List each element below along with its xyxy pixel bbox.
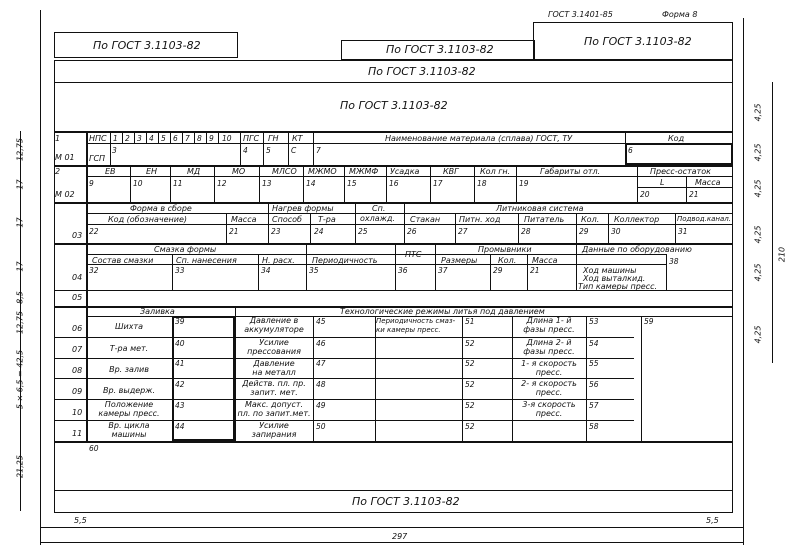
m01-d6: 6 <box>173 134 178 143</box>
grid-n46: 46 <box>316 339 326 348</box>
r03-v5 <box>404 202 405 243</box>
m02-v2 <box>170 165 171 202</box>
m02-press: Пресс-остаток <box>650 167 711 176</box>
m01-gn: ГН <box>268 134 279 143</box>
m01-d5: 5 <box>161 134 166 143</box>
grid-n51: 51 <box>465 317 475 326</box>
m02-n20: 20 <box>640 190 650 199</box>
r03-n23: 23 <box>271 227 281 236</box>
r04-massa: Масса <box>532 256 558 265</box>
m01-gsp: ГСП <box>89 154 106 163</box>
grid-n55: 55 <box>589 359 599 368</box>
m02-mzhmf: МЖМФ <box>349 167 379 176</box>
grid-n52-d: 52 <box>465 401 475 410</box>
grid-polozhenie1: Положение <box>104 400 154 409</box>
grid-n47: 47 <box>316 359 326 368</box>
ref-box-1 <box>54 32 238 58</box>
r03-n21: 21 <box>229 227 239 236</box>
r04-v8 <box>576 243 577 290</box>
r03-v8 <box>576 213 577 243</box>
m01-pgs: ПГС <box>243 134 260 143</box>
grid-n52-c: 52 <box>465 380 475 389</box>
grid-shihta: Шихта <box>114 322 144 331</box>
dim-297-line <box>40 542 744 543</box>
grid-n54: 54 <box>589 339 599 348</box>
m02-md: МД <box>187 167 201 176</box>
dim-1275: 12,75 <box>15 138 25 161</box>
m01-d10: 10 <box>222 134 232 143</box>
m02-n14: 14 <box>306 179 316 188</box>
dim-r425e: 4,25 <box>753 263 763 282</box>
dim-297: 297 <box>392 532 408 541</box>
m01-v2 <box>240 131 241 165</box>
r04-hod: Ход машины <box>583 266 637 275</box>
dim-r425f: 4,25 <box>753 325 763 344</box>
standard-number: ГОСТ 3.1401-85 <box>548 10 613 19</box>
ref-text-4: По ГОСТ 3.1103-82 <box>368 65 476 78</box>
r03-n28: 28 <box>521 227 531 236</box>
row-label-m02: М 02 <box>55 190 75 199</box>
m01-tick7 <box>194 131 195 143</box>
m01-v1 <box>110 131 111 165</box>
r03-kollektor: Коллектор <box>614 215 660 224</box>
row-label-10: 10 <box>72 408 83 417</box>
m01-v5 <box>313 131 314 165</box>
grid-n49: 49 <box>316 401 326 410</box>
m02-n10: 10 <box>133 179 143 188</box>
m02-v10 <box>516 165 517 202</box>
dim-r425a: 4,25 <box>753 103 763 122</box>
r03-nagrev: Нагрев формы <box>272 204 334 213</box>
r03-sposob: Способ <box>272 215 302 224</box>
r03-podvod: Подвод.канал. <box>677 215 731 223</box>
r04-v6 <box>490 254 491 290</box>
m02-mo: МО <box>232 167 246 176</box>
grid-sk2b: пресс. <box>535 388 563 397</box>
grid-maks1: Макс. допуст. <box>244 400 304 409</box>
grid-v4 <box>462 316 463 441</box>
m01-tick9 <box>218 131 219 143</box>
r03-pitatel: Питатель <box>524 215 565 224</box>
m02-mzhmo: МЖМО <box>308 167 337 176</box>
m01-d2: 2 <box>125 134 130 143</box>
r04-n36: 36 <box>398 266 408 275</box>
r04-v2 <box>258 254 259 290</box>
grid-n60: 60 <box>89 444 99 453</box>
r03-n24: 24 <box>314 227 324 236</box>
dim-17c: 17 <box>15 261 25 272</box>
grid-dl1b: фазы пресс. <box>523 325 575 334</box>
ref-text-5: По ГОСТ 3.1103-82 <box>340 99 448 112</box>
grid-v2 <box>313 316 314 441</box>
m02-v8 <box>430 165 431 202</box>
grid-dl2b: фазы пресс. <box>523 347 575 356</box>
grid-sk3b: пресс. <box>535 409 563 418</box>
r04-v9 <box>666 254 667 290</box>
r03-v6 <box>455 213 456 243</box>
r04-v1 <box>172 254 173 290</box>
r04-v4 <box>395 243 396 290</box>
m01-nps: НПС <box>89 134 107 143</box>
grid-n52-e: 52 <box>465 422 475 431</box>
m01-d1: 1 <box>113 134 118 143</box>
grid-n53: 53 <box>589 317 599 326</box>
m02-l: L <box>660 178 665 187</box>
dim-1275b: 12,75 <box>15 311 25 334</box>
r04-n21: 21 <box>530 266 540 275</box>
grid-usil1: Усилие <box>259 338 289 347</box>
grid-n58: 58 <box>589 422 599 431</box>
r03-stakan: Стакан <box>410 215 441 224</box>
grid-n41: 41 <box>175 359 185 368</box>
m01-tick4 <box>158 131 159 143</box>
row-label-1: 1 <box>55 134 61 143</box>
m02-massa: Масса <box>695 178 721 187</box>
grid-vrvyderzh: Вр. выдерж. <box>103 386 155 395</box>
grid-zap1: Усилие <box>259 421 289 430</box>
grid-n52-b: 52 <box>465 359 475 368</box>
m01-v4 <box>288 131 289 165</box>
m01-n3: 3 <box>112 146 117 155</box>
m02-v1 <box>130 165 131 202</box>
m02-n19: 19 <box>519 179 529 188</box>
grid-n59: 59 <box>644 317 654 326</box>
grid-n50: 50 <box>316 422 326 431</box>
grid-davm2: на металл <box>252 368 296 377</box>
line-03-mid2 <box>86 224 733 225</box>
ref-box-3 <box>533 22 733 60</box>
row-label-2: 2 <box>55 167 61 176</box>
m01-code: Код <box>668 134 685 143</box>
line-04-mid <box>86 254 666 255</box>
grid-n39: 39 <box>175 317 185 326</box>
grid-tramet: Т-ра мет. <box>109 344 149 353</box>
row-label-09: 09 <box>72 387 83 396</box>
r04-n37: 37 <box>438 266 448 275</box>
grid-vrzaliv: Вр. залив <box>109 365 149 374</box>
line-60-top <box>54 441 733 443</box>
grid-n45: 45 <box>316 317 326 326</box>
r03-n22: 22 <box>89 227 99 236</box>
r04-pts: ПТС <box>405 250 422 259</box>
r04-period: Периодичность <box>312 256 378 265</box>
grid-n52-a: 52 <box>465 339 475 348</box>
m01-n6: 6 <box>628 146 633 155</box>
r03-tra: Т-ра <box>318 215 336 224</box>
line-m02-mid <box>86 176 733 177</box>
r03-n30: 30 <box>611 227 621 236</box>
form-number: Форма 8 <box>662 10 698 19</box>
r04-v7 <box>527 254 528 290</box>
row-label-m01: М 01 <box>55 153 75 162</box>
bottom-outer-line <box>40 527 744 528</box>
grid-n44: 44 <box>175 422 185 431</box>
m01-code-field <box>625 143 733 165</box>
m01-c: С <box>291 146 297 155</box>
line-bottom-ref <box>54 490 733 491</box>
r04-hodvyt: Ход выталкид. <box>583 274 646 283</box>
grid-dl2a: Длина 2- й <box>526 338 572 347</box>
r03-n27: 27 <box>458 227 468 236</box>
grid-vrcikla1: Вр. цикла <box>108 421 150 430</box>
r03-v4 <box>355 202 356 243</box>
grid-v5 <box>512 316 513 441</box>
m01-d3: 3 <box>137 134 142 143</box>
m02-n15: 15 <box>347 179 357 188</box>
left-outer-line <box>40 10 41 545</box>
r04-n29: 29 <box>493 266 503 275</box>
r04-v3 <box>306 243 307 290</box>
r03-v2 <box>268 202 269 243</box>
m02-v11 <box>637 165 638 202</box>
grid-dl1a: Длина 1- й <box>526 316 572 325</box>
r04-n38: 38 <box>669 257 679 266</box>
r03-forma: Форма в сборе <box>130 204 192 213</box>
grid-n42: 42 <box>175 380 185 389</box>
ref-box-2 <box>341 40 535 60</box>
dim-r425c: 4,25 <box>753 179 763 198</box>
r04-nanesenie: Сп. нанесения <box>176 256 237 265</box>
m01-v3 <box>263 131 264 165</box>
dim-r425b: 4,25 <box>753 143 763 162</box>
dim-r425d: 4,25 <box>753 225 763 244</box>
m01-tick2 <box>134 131 135 143</box>
dim-right-line <box>772 82 773 363</box>
grid-v7 <box>641 316 642 441</box>
r04-n35: 35 <box>309 266 319 275</box>
r03-n31: 31 <box>678 227 688 236</box>
grid-sk1b: пресс. <box>535 368 563 377</box>
m01-n7: 7 <box>316 146 321 155</box>
r04-kol: Кол. <box>498 256 517 265</box>
m02-n11: 11 <box>173 179 183 188</box>
r05-zalivka: Заливка <box>140 307 175 316</box>
m01-tick6 <box>182 131 183 143</box>
m02-n9: 9 <box>89 179 94 188</box>
m01-tick8 <box>206 131 207 143</box>
grid-vrcikla2: машины <box>111 430 147 439</box>
r04-tip: Тип камеры пресс. <box>578 282 658 291</box>
r04-v5 <box>435 243 436 290</box>
grid-deist1: Действ. пл. пр. <box>242 379 306 388</box>
line-m01-top <box>54 131 733 133</box>
grid-sk2a: 2- я скорость <box>521 379 577 388</box>
r05-tekh: Технологические режимы литья под давлением <box>340 307 545 316</box>
grid-zap2: запирания <box>251 430 297 439</box>
grid-deist2: запит. мет. <box>250 388 298 397</box>
right-outer-line <box>743 18 744 545</box>
ref-text-2: По ГОСТ 3.1103-82 <box>386 43 494 56</box>
r04-n32: 32 <box>89 266 99 275</box>
r03-sp: Сп. <box>372 204 386 213</box>
m01-tick1 <box>122 131 123 143</box>
r04-n34: 34 <box>261 266 271 275</box>
r03-ohlazhd: охлажд. <box>360 214 395 223</box>
dim-17a: 17 <box>15 179 25 190</box>
dim-2125: 21,25 <box>15 455 25 478</box>
r03-litnik: Литниковая система <box>496 204 584 213</box>
row-label-04: 04 <box>72 273 83 282</box>
r03-kod: Код (обозначение) <box>108 215 187 224</box>
m01-n5: 5 <box>266 146 271 155</box>
row-label-05: 05 <box>72 293 83 302</box>
ref-text-bottom: По ГОСТ 3.1103-82 <box>352 495 460 508</box>
r03-pitn: Питн. ход <box>459 215 501 224</box>
grid-sk1a: 1- я скорость <box>521 359 577 368</box>
grid-dav1: Давление в <box>249 316 299 325</box>
r04-nrash: Н. расх. <box>262 256 295 265</box>
m02-kolgn: Кол гн. <box>480 167 511 176</box>
m01-d9: 9 <box>209 134 214 143</box>
r04-sostav: Состав смазки <box>92 256 154 265</box>
m02-v7 <box>386 165 387 202</box>
grid-sk3a: 3-я скорость <box>522 400 576 409</box>
grid-n48: 48 <box>316 380 326 389</box>
m02-en: ЕН <box>146 167 158 176</box>
m02-ev: ЕВ <box>105 167 116 176</box>
r03-v10 <box>675 213 676 243</box>
dim-17b: 17 <box>15 217 25 228</box>
m02-gabarity: Габариты отл. <box>540 167 601 176</box>
m02-n21: 21 <box>689 190 699 199</box>
grid-n43: 43 <box>175 401 185 410</box>
m01-tick5 <box>170 131 171 143</box>
grid-usil2: прессования <box>247 347 301 356</box>
r04-n33: 33 <box>175 266 185 275</box>
r03-n25: 25 <box>358 227 368 236</box>
ref-text-1: По ГОСТ 3.1103-82 <box>93 39 201 52</box>
m02-n12: 12 <box>217 179 227 188</box>
grid-n57: 57 <box>589 401 599 410</box>
line-03-mid <box>86 213 733 214</box>
r04-promyvniki: Промывники <box>478 245 532 254</box>
row-label-03: 03 <box>72 231 83 240</box>
m01-n4: 4 <box>243 146 248 155</box>
r03-massa: Масса <box>231 215 257 224</box>
grid-n40: 40 <box>175 339 185 348</box>
grid-polozhenie2: камеры пресс. <box>98 409 160 418</box>
m02-n16: 16 <box>389 179 399 188</box>
r03-v1 <box>226 213 227 243</box>
grid-v6 <box>586 316 587 441</box>
grid-davm1: Давление <box>253 359 295 368</box>
m02-v3 <box>214 165 215 202</box>
dim-55b: 5,5 <box>706 516 719 525</box>
r04-razmery: Размеры <box>441 256 478 265</box>
m01-tick3 <box>146 131 147 143</box>
dim-5x65: 5 × 6,5 = 42,5 <box>15 349 25 410</box>
m02-press-line <box>637 187 733 188</box>
m01-d7: 7 <box>185 134 190 143</box>
m01-d4: 4 <box>149 134 154 143</box>
row-label-07: 07 <box>72 345 83 354</box>
grid-n56: 56 <box>589 380 599 389</box>
m02-n13: 13 <box>262 179 272 188</box>
m02-usadka: Усадка <box>390 167 420 176</box>
ref-text-3: По ГОСТ 3.1103-82 <box>584 35 692 48</box>
m01-material: Наименование материала (сплава) ГОСТ, ТУ <box>385 134 573 143</box>
r04-smazka: Смазка формы <box>154 245 217 254</box>
grid-dav2: аккумуляторе <box>244 325 304 334</box>
m02-v9 <box>474 165 475 202</box>
grid-maks2: пл. по запит.мет. <box>237 409 311 418</box>
grid-perio1: Периодичность смаз- <box>376 317 456 325</box>
m02-n17: 17 <box>433 179 443 188</box>
row-label-11: 11 <box>72 429 83 438</box>
r03-n29: 29 <box>579 227 589 236</box>
m01-d8: 8 <box>197 134 202 143</box>
r04-oborud: Данные по оборудованию <box>582 245 692 254</box>
dim-85: 8,5 <box>15 291 25 304</box>
line-ref-bottom <box>54 82 733 83</box>
row-label-06: 06 <box>72 324 83 333</box>
m02-v4 <box>259 165 260 202</box>
dim-r210: 210 <box>777 246 787 263</box>
r03-v9 <box>608 213 609 243</box>
m02-v5 <box>303 165 304 202</box>
r03-v7 <box>518 213 519 243</box>
m02-kvg: КВГ <box>443 167 459 176</box>
m02-n18: 18 <box>477 179 487 188</box>
dim-55a: 5,5 <box>74 516 87 525</box>
m01-kt: КТ <box>292 134 303 143</box>
m02-press-v <box>686 176 687 202</box>
grid-perio2: ки камеры пресс. <box>376 326 441 334</box>
r03-v3 <box>310 213 311 243</box>
row-label-08: 08 <box>72 366 83 375</box>
m02-v6 <box>344 165 345 202</box>
m02-mlso: МЛСО <box>272 167 297 176</box>
r03-kol: Кол. <box>581 215 600 224</box>
r03-n26: 26 <box>407 227 417 236</box>
